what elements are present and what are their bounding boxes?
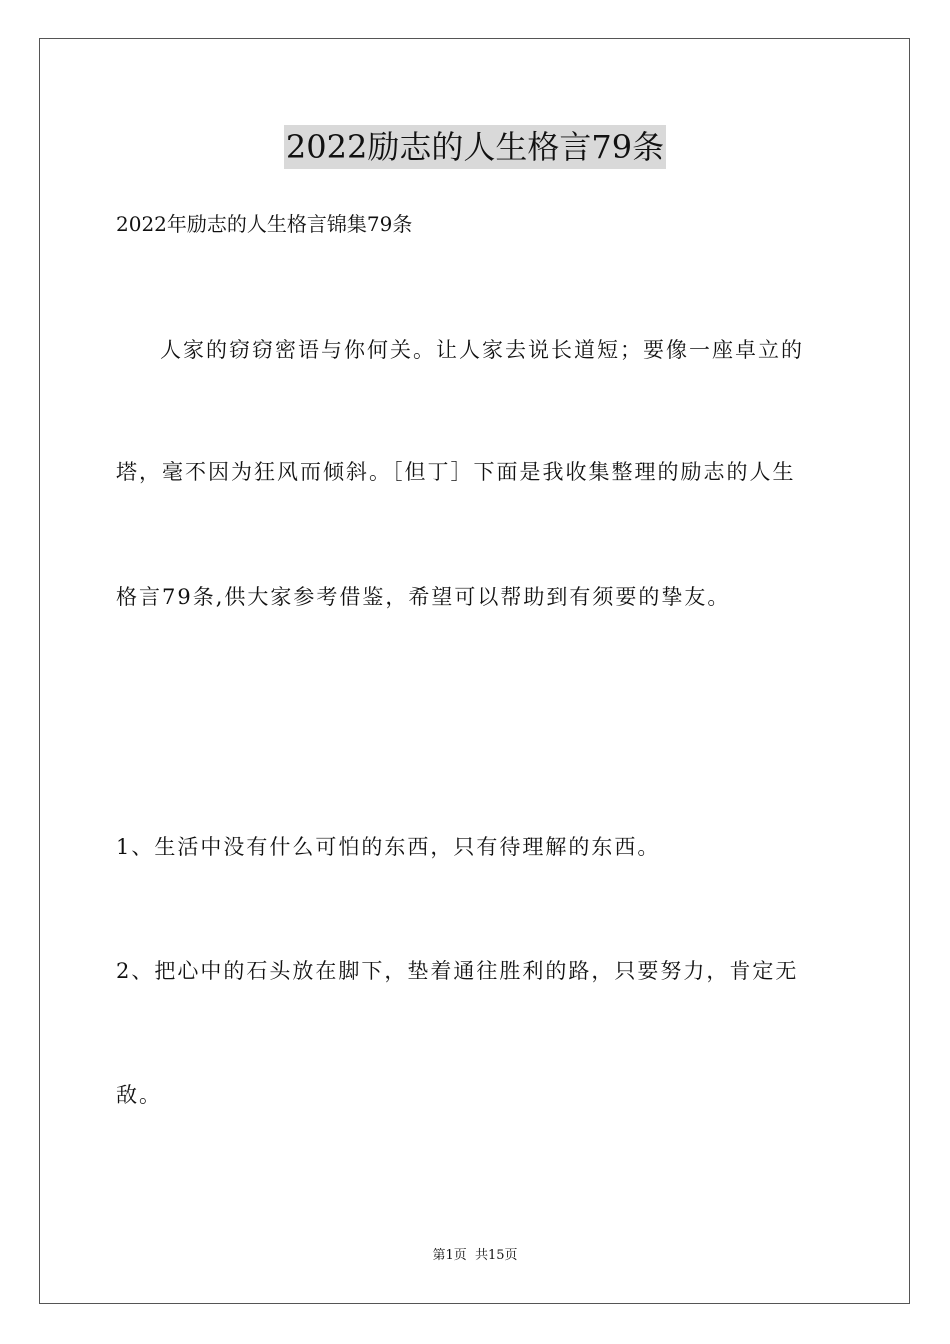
list-item-2-line-2: 敌。 (116, 1083, 162, 1107)
list-item-2-line-1: 2、把心中的石头放在脚下，垫着通往胜利的路，只要努力，肯定无 (116, 959, 799, 983)
page-total: 共15页 (474, 1248, 518, 1263)
list-item-1-line-1: 1、生活中没有什么可怕的东西，只有待理解的东西。 (116, 835, 661, 859)
page-number: 第1页 (432, 1248, 467, 1263)
intro-line-2: 塔，毫不因为狂风而倾斜。［但丁］下面是我收集整理的励志的人生 (116, 460, 796, 484)
intro-line-3: 格言79条,供大家参考借鉴，希望可以帮助到有须要的挚友。 (116, 585, 731, 609)
page-footer (0, 1247, 950, 1265)
intro-line-1: 人家的窃窃密语与你何关。让人家去说长道短；要像一座卓立的 (160, 338, 804, 362)
title-container (0, 125, 950, 169)
document-subtitle: 2022年励志的人生格言锦集79条 (116, 212, 413, 236)
document-title: 2022励志的人生格言79条 (284, 125, 666, 169)
